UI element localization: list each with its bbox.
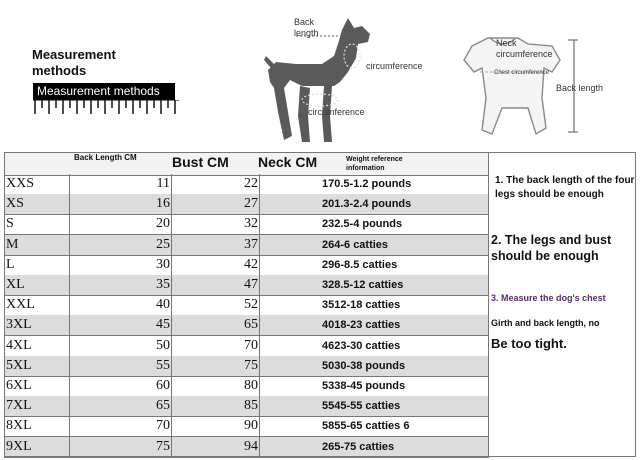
bust-cell: 27: [244, 196, 258, 212]
notes-panel: [488, 152, 637, 458]
note-5: Be too tight.: [491, 336, 567, 351]
table-row: [4, 194, 488, 215]
table-row: [4, 416, 488, 437]
size-cell: 7XL: [6, 398, 32, 414]
table-row: [4, 437, 488, 458]
garment-chest-circumference-label: Chest circumference: [494, 70, 550, 76]
back-length-cell: 70: [156, 418, 170, 434]
header-back-length: Back Length CM: [74, 153, 137, 162]
size-cell: 8XL: [6, 418, 32, 434]
table-row: [4, 235, 488, 256]
note-2: 2. The legs and bust should be enough: [491, 233, 612, 263]
size-cell: 4XL: [6, 337, 32, 353]
weight-cell: 296-8.5 catties: [322, 258, 398, 271]
bust-cell: 52: [244, 297, 258, 313]
bust-cell: 22: [244, 176, 258, 191]
table-row: [4, 315, 488, 336]
back-length-cell: 16: [156, 196, 170, 212]
back-length-cell: 25: [156, 236, 170, 252]
note-3: 3. Measure the dog's chest: [491, 293, 606, 303]
header-neck: Neck CM: [258, 154, 318, 170]
table-row: [4, 174, 488, 195]
size-table: [4, 152, 488, 458]
bust-cell: 94: [244, 438, 258, 454]
back-length-cell: 75: [156, 438, 170, 454]
table-row: [4, 295, 488, 316]
bust-cell: 65: [244, 317, 258, 333]
size-cell: 9XL: [6, 438, 32, 454]
table-row: [4, 336, 488, 357]
bust-cell: 80: [244, 378, 258, 393]
bust-cell: 85: [244, 398, 258, 414]
bust-cell: 47: [244, 277, 258, 292]
ruler-icon: [33, 100, 179, 116]
dog-neck-circumference-label: circumference: [366, 61, 423, 71]
size-cell: XL: [6, 277, 25, 292]
size-cell: XS: [6, 196, 24, 212]
garment-back-length-label: Back length: [556, 83, 604, 93]
back-length-cell: 55: [156, 357, 170, 373]
size-cell: XXL: [6, 297, 35, 313]
size-cell: L: [6, 256, 15, 272]
table-header: [4, 152, 488, 176]
garment-neck-circumference-label: Neck circumference: [496, 38, 553, 59]
weight-cell: 5030-38 pounds: [322, 359, 406, 372]
table-row: [4, 396, 488, 417]
bust-cell: 37: [244, 236, 258, 252]
dog-body-circumference-label: circumference: [308, 107, 365, 117]
table-row: [4, 376, 488, 397]
weight-cell: 4623-30 catties: [322, 339, 401, 352]
header-weight: Weight reference information: [346, 156, 403, 172]
weight-cell: 3512-18 catties: [322, 299, 401, 312]
back-length-cell: 65: [156, 398, 170, 414]
weight-cell: 232.5-4 pounds: [322, 218, 403, 231]
size-cell: S: [6, 216, 14, 232]
bust-cell: 32: [244, 216, 258, 232]
weight-cell: 201.3-2.4 pounds: [322, 198, 412, 211]
size-cell: 6XL: [6, 378, 32, 393]
bust-cell: 75: [244, 357, 258, 373]
bust-cell: 42: [244, 256, 258, 272]
back-length-cell: 50: [156, 337, 170, 353]
column-divider: [259, 174, 260, 458]
size-cell: 3XL: [6, 317, 32, 333]
weight-cell: 5545-55 catties: [322, 400, 401, 413]
back-length-cell: 60: [156, 378, 170, 393]
table-row: [4, 275, 488, 296]
table-row: [4, 214, 488, 235]
weight-cell: 170.5-1.2 pounds: [322, 178, 412, 190]
table-row: [4, 356, 488, 377]
column-divider: [171, 174, 172, 458]
back-length-cell: 40: [156, 297, 170, 313]
back-length-cell: 30: [156, 256, 170, 272]
note-1: 1. The back length of the four legs should be enough: [495, 175, 635, 200]
bust-cell: 90: [244, 418, 258, 434]
note-4: Girth and back length, no: [491, 318, 600, 328]
size-cell: M: [6, 236, 19, 252]
size-cell: 5XL: [6, 357, 32, 373]
weight-cell: 5855-65 catties 6: [322, 420, 410, 433]
back-length-cell: 45: [156, 317, 170, 333]
size-cell: XXS: [6, 176, 35, 191]
dog-back-length-label: Back length: [294, 17, 319, 38]
back-length-cell: 11: [156, 176, 170, 191]
weight-cell: 328.5-12 catties: [322, 279, 404, 291]
weight-cell: 4018-23 catties: [322, 319, 401, 332]
bust-cell: 70: [244, 337, 258, 353]
weight-cell: 5338-45 pounds: [322, 380, 406, 392]
column-divider: [69, 174, 70, 458]
weight-cell: 264-6 catties: [322, 238, 389, 251]
header-illustration: [0, 0, 640, 152]
header-bust: Bust CM: [172, 154, 229, 170]
ruler-label: Measurement methods: [33, 83, 175, 100]
back-length-cell: 35: [156, 277, 170, 292]
measurement-title: Measurement methods: [32, 47, 116, 78]
back-length-cell: 20: [156, 216, 170, 232]
weight-cell: 265-75 catties: [322, 440, 395, 453]
table-row: [4, 255, 488, 276]
